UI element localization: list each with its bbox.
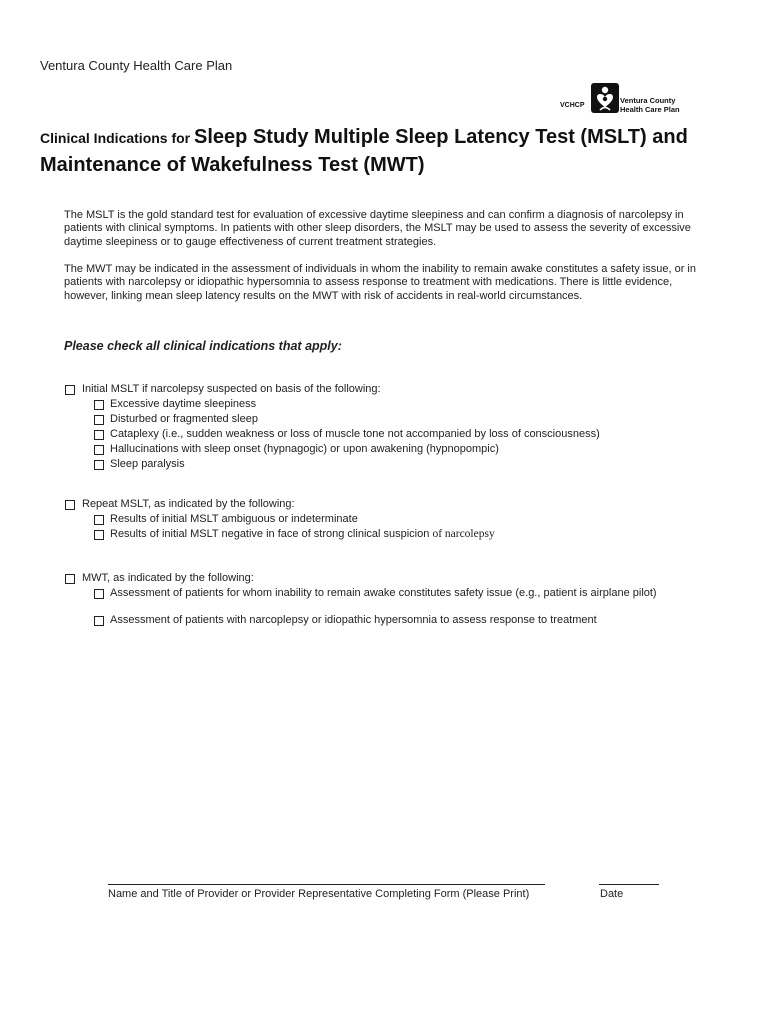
negative-results-checkbox[interactable] [94,530,104,540]
mwt-label: MWT, as indicated by the following: [82,572,254,584]
safety-assessment-checkbox[interactable] [94,589,104,599]
safety-assessment-label: Assessment of patients for whom inability to remain awake constitutes safety issue (e.g., patient is airplane pilot) [110,587,657,599]
provider-signature-label: Name and Title of Provider or Provider Representative Completing Form (Please Print) [108,888,530,900]
disturbed-sleep-label: Disturbed or fragmented sleep [110,413,258,425]
instruction-heading: Please check all clinical indications that apply: [64,339,342,353]
intro-paragraph-mwt: The MWT may be indicated in the assessment of individuals in whom the inability to remain awake constitutes a safety issue, or in patients with narcolepsy or idiopathic hypersomnia to assess response to treatment with medications. There is little evidence, however, linking mean sleep latency results on the MWT with risk of accidents in real-world circumstances. [64,263,696,302]
sleep-paralysis-label: Sleep paralysis [110,458,185,470]
repeat-mslt-label: Repeat MSLT, as indicated by the following: [82,498,295,510]
title-main-line1: Sleep Study Multiple Sleep Latency Test (MSLT) and [194,126,688,148]
sleep-paralysis-checkbox[interactable] [94,460,104,470]
date-line[interactable] [599,884,659,885]
logo-name-line2: Health Care Plan [620,105,680,114]
treatment-response-checkbox[interactable] [94,616,104,626]
vchcp-logo [560,83,690,115]
excessive-sleepiness-label: Excessive daytime sleepiness [110,398,257,410]
title-main-line2: Maintenance of Wakefulness Test (MWT) [40,154,425,176]
ambiguous-results-label: Results of initial MSLT ambiguous or indeterminate [110,513,358,525]
logo-name [620,96,700,114]
logo-abbreviation: VCHCP [560,102,585,109]
initial-mslt-checkbox[interactable] [65,385,75,395]
cataplexy-label: Cataplexy (i.e., sudden weakness or loss of muscle tone not accompanied by loss of consciousness) [110,428,600,440]
negative-results-label [110,528,495,541]
date-label: Date [600,888,624,900]
disturbed-sleep-checkbox[interactable] [94,415,104,425]
intro-paragraph-mslt: The MSLT is the gold standard test for evaluation of excessive daytime sleepiness and can confirm a diagnosis of narcolepsy in patients with clinical symptoms. In patients with other sleep disorders, the MSLT may be used to assess the severity of excessive daytime sleepiness or to gauge effectiveness of current treatment strategies. [64,209,691,248]
hallucinations-label: Hallucinations with sleep onset (hypnagogic) or upon awakening (hypnopompic) [110,443,499,455]
organization-header: Ventura County Health Care Plan [40,58,233,73]
initial-mslt-label: Initial MSLT if narcolepsy suspected on basis of the following: [82,383,381,395]
logo-name-line1: Ventura County [620,96,676,105]
repeat-mslt-checkbox[interactable] [65,500,75,510]
title-prefix: Clinical Indications for [40,130,195,146]
page-title [40,124,740,178]
mwt-checkbox[interactable] [65,574,75,584]
treatment-response-label: Assessment of patients with narcoplepsy or idiopathic hypersomnia to assess response to treatment [110,614,597,626]
negative-results-text: Results of initial MSLT negative in face of strong clinical suspicion [110,528,430,540]
negative-results-suffix: of narcolepsy [432,528,495,540]
hallucinations-checkbox[interactable] [94,445,104,455]
cataplexy-checkbox[interactable] [94,430,104,440]
ambiguous-results-checkbox[interactable] [94,515,104,525]
excessive-sleepiness-checkbox[interactable] [94,400,104,410]
provider-signature-line[interactable] [108,884,545,885]
family-heart-icon [591,83,619,113]
title-line1 [40,124,740,152]
